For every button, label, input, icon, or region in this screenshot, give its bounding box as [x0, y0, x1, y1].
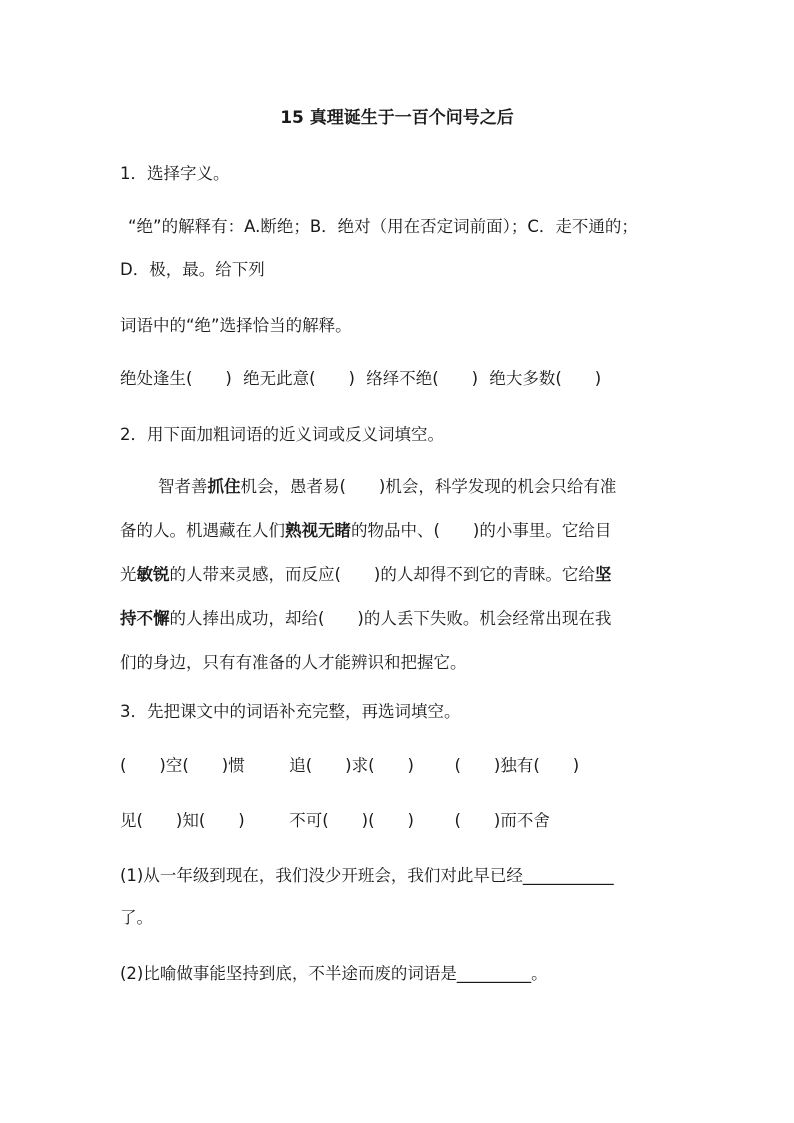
q3-word: 不可( )( )	[289, 811, 414, 830]
q1-heading: 1．选择字义。	[120, 164, 230, 183]
bold-word: 持不懈	[120, 609, 170, 628]
q2-passage-line: 持不懈的人捧出成功，却给( )的人丢下失败。机会经常出现在我	[120, 609, 612, 628]
bold-word: 敏锐	[136, 565, 170, 584]
q3-word: ( )空( )惯	[120, 756, 245, 775]
q3-word: ( )而不舍	[454, 811, 550, 830]
bold-word: 坚	[594, 565, 612, 584]
page-title: 15 真理诞生于一百个问号之后	[280, 108, 514, 128]
q2-passage-line: 们的身边，只有有准备的人才能辨识和把握它。	[120, 653, 467, 672]
q1-instruction: 词语中的“绝”选择恰当的解释。	[120, 316, 352, 335]
bold-word: 抓住	[207, 477, 241, 496]
q1-item: 绝处逢生( )	[120, 369, 232, 388]
q3-sentence-1: (1)从一年级到现在，我们没少开班会，我们对此早已经___________	[120, 866, 614, 885]
q3-sentence-2: (2)比喻做事能坚持到底，不半途而废的词语是_________。	[120, 964, 548, 983]
q1-items-row	[120, 367, 601, 391]
q1-item: 绝无此意( )	[243, 369, 355, 388]
q2-passage-line: 光敏锐的人带来灵感，而反应( )的人却得不到它的青睐。它给坚	[120, 565, 612, 584]
q2-passage-line: 智者善抓住机会，愚者易( )机会，科学发现的机会只给有准	[158, 477, 617, 496]
q3-word: 追( )求( )	[289, 756, 414, 775]
q1-item: 络绎不绝( )	[366, 369, 479, 388]
q2-heading: 2．用下面加粗词语的近义词或反义词填空。	[120, 425, 444, 444]
q3-sentence-1-end: 了。	[120, 908, 153, 927]
q3-heading: 3．先把课文中的词语补充完整，再选词填空。	[120, 702, 461, 721]
q3-word: ( )独有( )	[454, 756, 580, 775]
q1-definitions-line1: “绝”的解释有：A.断绝；B．绝对（用在否定词前面）；C．走不通的；	[128, 217, 638, 236]
q3-words-row1	[120, 754, 579, 778]
q3-word: 见( )知( )	[120, 811, 245, 830]
bold-word: 熟视无睹	[285, 521, 351, 540]
q1-definitions-line2: D．极，最。给下列	[120, 260, 265, 279]
q1-item: 绝大多数( )	[489, 369, 602, 388]
q2-passage	[120, 465, 680, 685]
q2-passage-line: 备的人。机遇藏在人们熟视无睹的物品中、( )的小事里。它给目	[120, 521, 612, 540]
q3-words-row2	[120, 809, 550, 833]
